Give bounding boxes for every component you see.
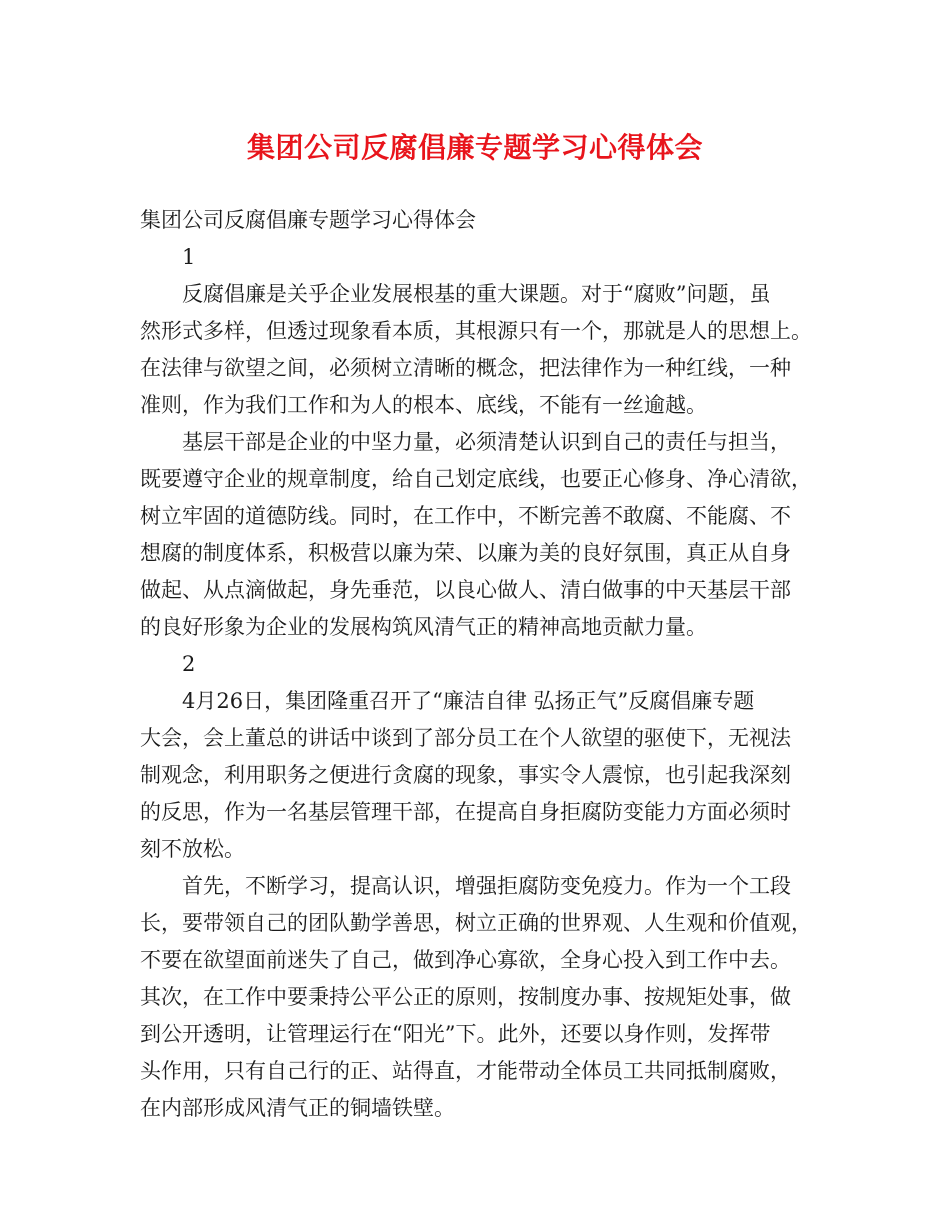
paragraph-2: [140, 424, 830, 646]
paragraph-1: [140, 276, 830, 424]
paragraph-line: 到公开透明，让管理运行在“阳光”下。此外，还要以身作则，发挥带: [140, 1022, 771, 1046]
paragraph-line: 准则，作为我们工作和为人的根本、底线，不能有一丝逾越。: [140, 393, 707, 417]
paragraph-line: 在法律与欲望之间，必须树立清晰的概念，把法律作为一种红线，一种: [140, 356, 791, 380]
paragraph-line: 4月26日，集团隆重召开了“廉洁自律 弘扬正气”反腐倡廉专题: [182, 689, 755, 713]
paragraph-line: 然形式多样，但透过现象看本质，其根源只有一个，那就是人的思想上。: [140, 319, 812, 343]
paragraph-line: 在内部形成风清气正的铜墙铁壁。: [140, 1096, 455, 1120]
section-number-2: 2: [182, 652, 196, 676]
paragraph-line: 基层干部是企业的中坚力量，必须清楚认识到自己的责任与担当，: [182, 430, 791, 454]
paragraph-line: 反腐倡廉是关乎企业发展根基的重大课题。对于“腐败”问题，虽: [182, 282, 771, 306]
paragraph-line: 想腐的制度体系，积极营以廉为荣、以廉为美的良好氛围，真正从自身: [140, 541, 791, 565]
paragraph-line: 的反思，作为一名基层管理干部，在提高自身拒腐防变能力方面必须时: [140, 800, 791, 824]
paragraph-line: 其次，在工作中要秉持公平公正的原则，按制度办事、按规矩处事，做: [140, 985, 791, 1009]
paragraph-line: 做起、从点滴做起，身先垂范，以良心做人、清白做事的中天基层干部: [140, 578, 791, 602]
paragraph-line: 不要在欲望面前迷失了自己，做到净心寡欲，全身心投入到工作中去。: [140, 948, 791, 972]
paragraph-line: 既要遵守企业的规章制度，给自己划定底线，也要正心修身、净心清欲，: [140, 467, 812, 491]
paragraph-4: [140, 868, 830, 1127]
paragraph-line: 大会，会上董总的讲话中谈到了部分员工在个人欲望的驱使下，无视法: [140, 726, 791, 750]
paragraph-line: 制观念，利用职务之便进行贪腐的现象，事实令人震惊，也引起我深刻: [140, 763, 791, 787]
paragraph-line: 长，要带领自己的团队勤学善思，树立正确的世界观、人生观和价值观，: [140, 911, 812, 935]
paragraph-line: 的良好形象为企业的发展构筑风清气正的精神高地贡献力量。: [140, 615, 707, 639]
paragraph-line: 树立牢固的道德防线。同时，在工作中，不断完善不敢腐、不能腐、不: [140, 504, 791, 528]
document-body: [140, 202, 830, 1127]
document-title: 集团公司反腐倡廉专题学习心得体会: [246, 131, 703, 164]
document-subtitle: 集团公司反腐倡廉专题学习心得体会: [140, 208, 476, 232]
section-number-1: 1: [182, 245, 196, 269]
paragraph-line: 刻不放松。: [140, 837, 245, 861]
paragraph-line: 首先，不断学习，提高认识，增强拒腐防变免疫力。作为一个工段: [182, 874, 791, 898]
paragraph-line: 头作用，只有自己行的正、站得直，才能带动全体员工共同抵制腐败，: [140, 1059, 791, 1083]
paragraph-3: [140, 683, 830, 868]
